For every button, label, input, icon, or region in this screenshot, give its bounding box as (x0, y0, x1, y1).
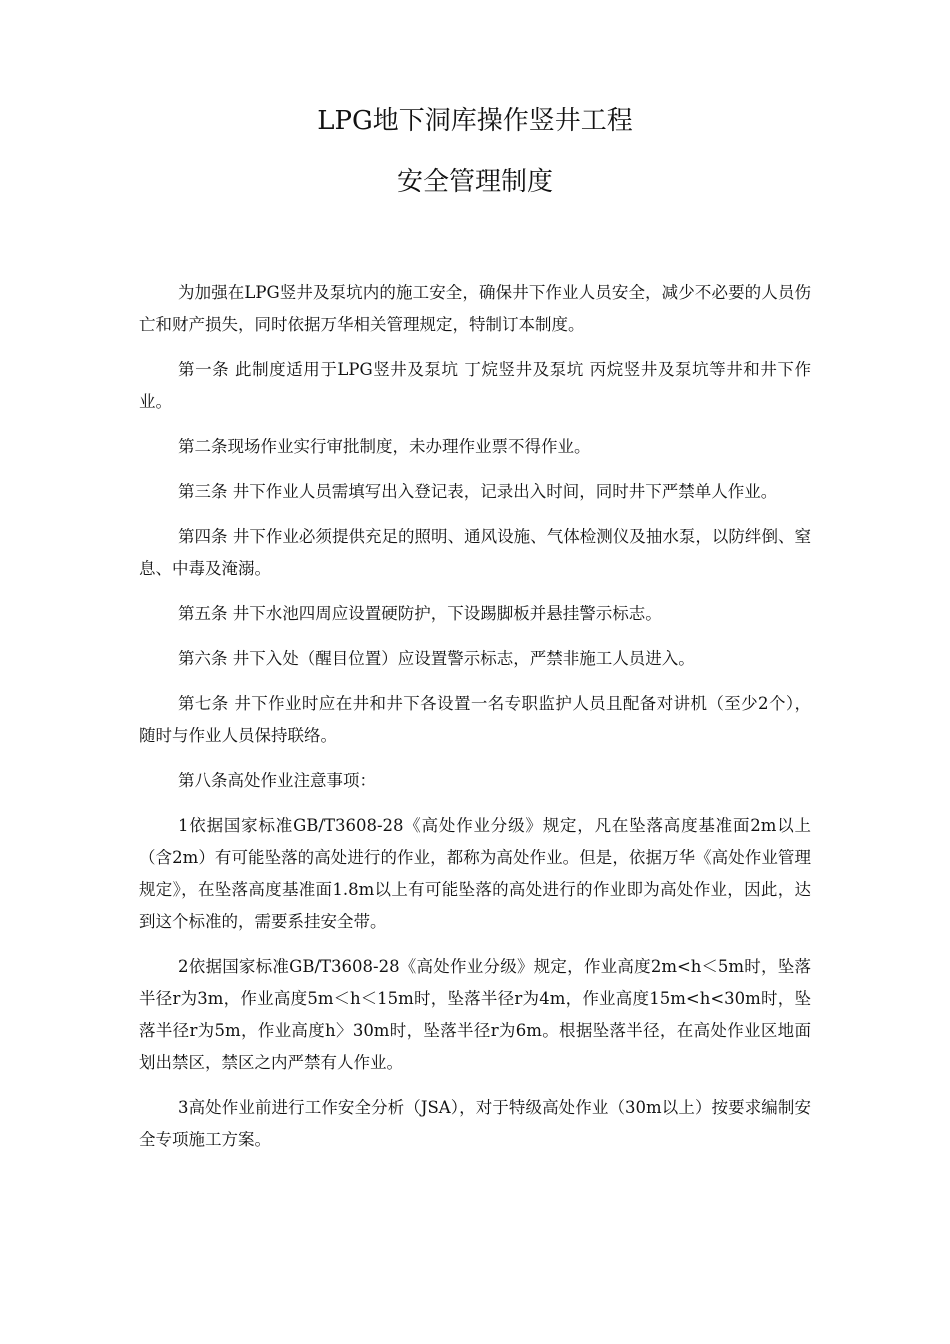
article-1: 第一条 此制度适用于LPG竖井及泵坑 丁烷竖井及泵坑 丙烷竖井及泵坑等井和井下作业。 (139, 360, 811, 411)
article-6: 第六条 井下入处（醒目位置）应设置警示标志，严禁非施工人员进入。 (178, 649, 695, 668)
article-3: 第三条 井下作业人员需填写出入登记表，记录出入时间，同时井下严禁单人作业。 (178, 482, 778, 501)
article-4: 第四条 井下作业必须提供充足的照明、通风设施、气体检测仪及抽水泵，以防绊倒、窒息、中毒及淹溺。 (139, 527, 811, 578)
article-8-heading: 第八条高处作业注意事项： (178, 771, 376, 790)
document-subtitle: 安全管理制度 (396, 167, 553, 197)
article-2: 第二条现场作业实行审批制度，未办理作业票不得作业。 (178, 437, 591, 456)
article-8-item-2: 2依据国家标准GB/T3608-28《高处作业分级》规定，作业高度2m<h＜5m时，坠落半径r为3m，作业高度5m＜h＜15m时，坠落半径r为4m，作业高度15m<h<30m时，坠落半径r为5m，作业高度h〉30m时，坠落半径r为6m。根据坠落半径，在高处作业区地面划出禁区，禁区之内严禁有人作业。 (139, 957, 811, 1072)
intro-paragraph: 为加强在LPG竖井及泵坑内的施工安全，确保井下作业人员安全，减少不必要的人员伤亡和财产损失，同时依据万华相关管理规定，特制订本制度。 (139, 283, 811, 334)
document-title: LPG地下洞库操作竖井工程 (317, 106, 633, 136)
title-block (0, 100, 950, 203)
article-8-item-1: 1依据国家标准GB/T3608-28《高处作业分级》规定，凡在坠落高度基准面2m以上（含2m）有可能坠落的高处进行的作业，都称为高处作业。但是，依据万华《高处作业管理规定》，在坠落高度基准面1.8m以上有可能坠落的高处进行的作业即为高处作业，因此，达到这个标准的，需要系挂安全带。 (139, 816, 811, 931)
article-5: 第五条 井下水池四周应设置硬防护，下设踢脚板并悬挂警示标志。 (178, 604, 662, 623)
article-8-item-3: 3高处作业前进行工作安全分析（JSA），对于特级高处作业（30m以上）按要求编制安全专项施工方案。 (139, 1098, 811, 1149)
document-body (139, 277, 811, 1169)
article-7: 第七条 井下作业时应在井和井下各设置一名专职监护人员且配备对讲机（至少2个），随时与作业人员保持联络。 (139, 694, 811, 745)
